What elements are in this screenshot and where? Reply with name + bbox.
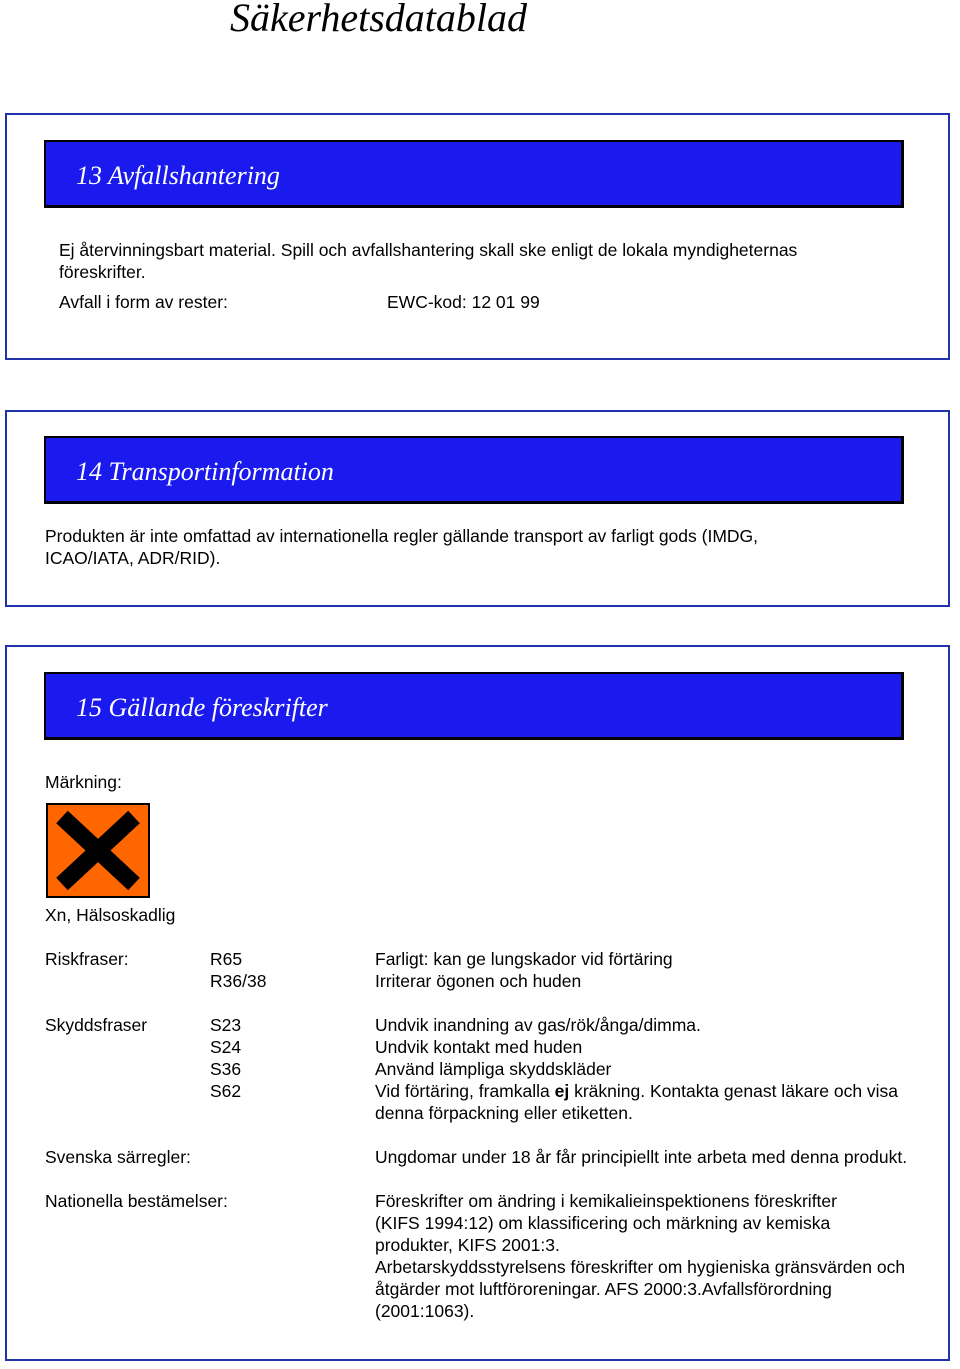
swedish-rules-label: Svenska särregler:	[45, 1147, 191, 1167]
section-13-text: Ej återvinningsbart material. Spill och avfallshantering skall ske enligt de lokala myndigheternas föreskrifter.	[59, 240, 798, 282]
hazard-caption: Xn, Hälsoskadlig	[45, 905, 176, 925]
section-14-title: 14 Transportinformation	[76, 457, 334, 486]
safety-label: Skyddsfraser	[45, 1015, 148, 1035]
risk-label: Riskfraser:	[45, 949, 129, 969]
swedish-rules-text: Ungdomar under 18 år får principiellt inte arbeta med denna produkt.	[375, 1147, 908, 1167]
safety-code: S62	[210, 1081, 242, 1101]
section-13-box	[5, 113, 950, 360]
safety-text-part: kräkning. Kontakta genast läkare och visa denna förpackning eller etiketten.	[375, 1081, 899, 1123]
risk-code: R65	[210, 949, 243, 969]
national-text-1: Föreskrifter om ändring i kemikalieinspektionens föreskrifter (KIFS 1994:12) om klassificering och märkning av kemiska produkter, KIFS 2001:3.	[375, 1191, 837, 1255]
national-text-2: Arbetarskyddsstyrelsens föreskrifter om hygieniska gränsvärden och åtgärder mot luftföroreningar. AFS 2000:3.Avfallsförordning (2001:1063).	[375, 1257, 906, 1321]
section-14-text: Produkten är inte omfattad av internationella regler gällande transport av farligt gods (IMDG, ICAO/IATA, ADR/RID).	[45, 526, 759, 568]
safety-text: Undvik inandning av gas/rök/ånga/dimma.	[375, 1015, 701, 1035]
safety-code: S23	[210, 1015, 242, 1035]
section-15-title: 15 Gällande föreskrifter	[76, 693, 328, 722]
section-14-box	[5, 410, 950, 607]
safety-text: Använd lämpliga skyddskläder	[375, 1059, 612, 1079]
marking-label: Märkning:	[45, 772, 122, 792]
document-title: Säkerhetsdatablad	[230, 0, 528, 40]
risk-code: R36/38	[210, 971, 267, 991]
national-label: Nationella bestämelser:	[45, 1191, 228, 1211]
section-14-header	[44, 436, 904, 504]
safety-text: Undvik kontakt med huden	[375, 1037, 583, 1057]
safety-code: S24	[210, 1037, 242, 1057]
section-13-title: 13 Avfallshantering	[76, 161, 280, 190]
section-13-header	[44, 140, 904, 208]
section-15-header	[44, 672, 904, 740]
safety-text	[375, 1080, 915, 1124]
safety-text-emphasis: ej	[554, 1081, 570, 1101]
safety-text-part: Vid förtäring, framkalla	[375, 1081, 555, 1101]
harmful-x-icon	[46, 803, 150, 898]
risk-text: Irriterar ögonen och huden	[375, 971, 582, 991]
risk-text: Farligt: kan ge lungskador vid förtäring	[375, 949, 673, 969]
safety-code: S36	[210, 1059, 242, 1079]
section-15-box	[5, 645, 950, 1361]
waste-label: Avfall i form av rester:	[59, 292, 228, 312]
ewc-code: EWC-kod: 12 01 99	[387, 292, 540, 312]
